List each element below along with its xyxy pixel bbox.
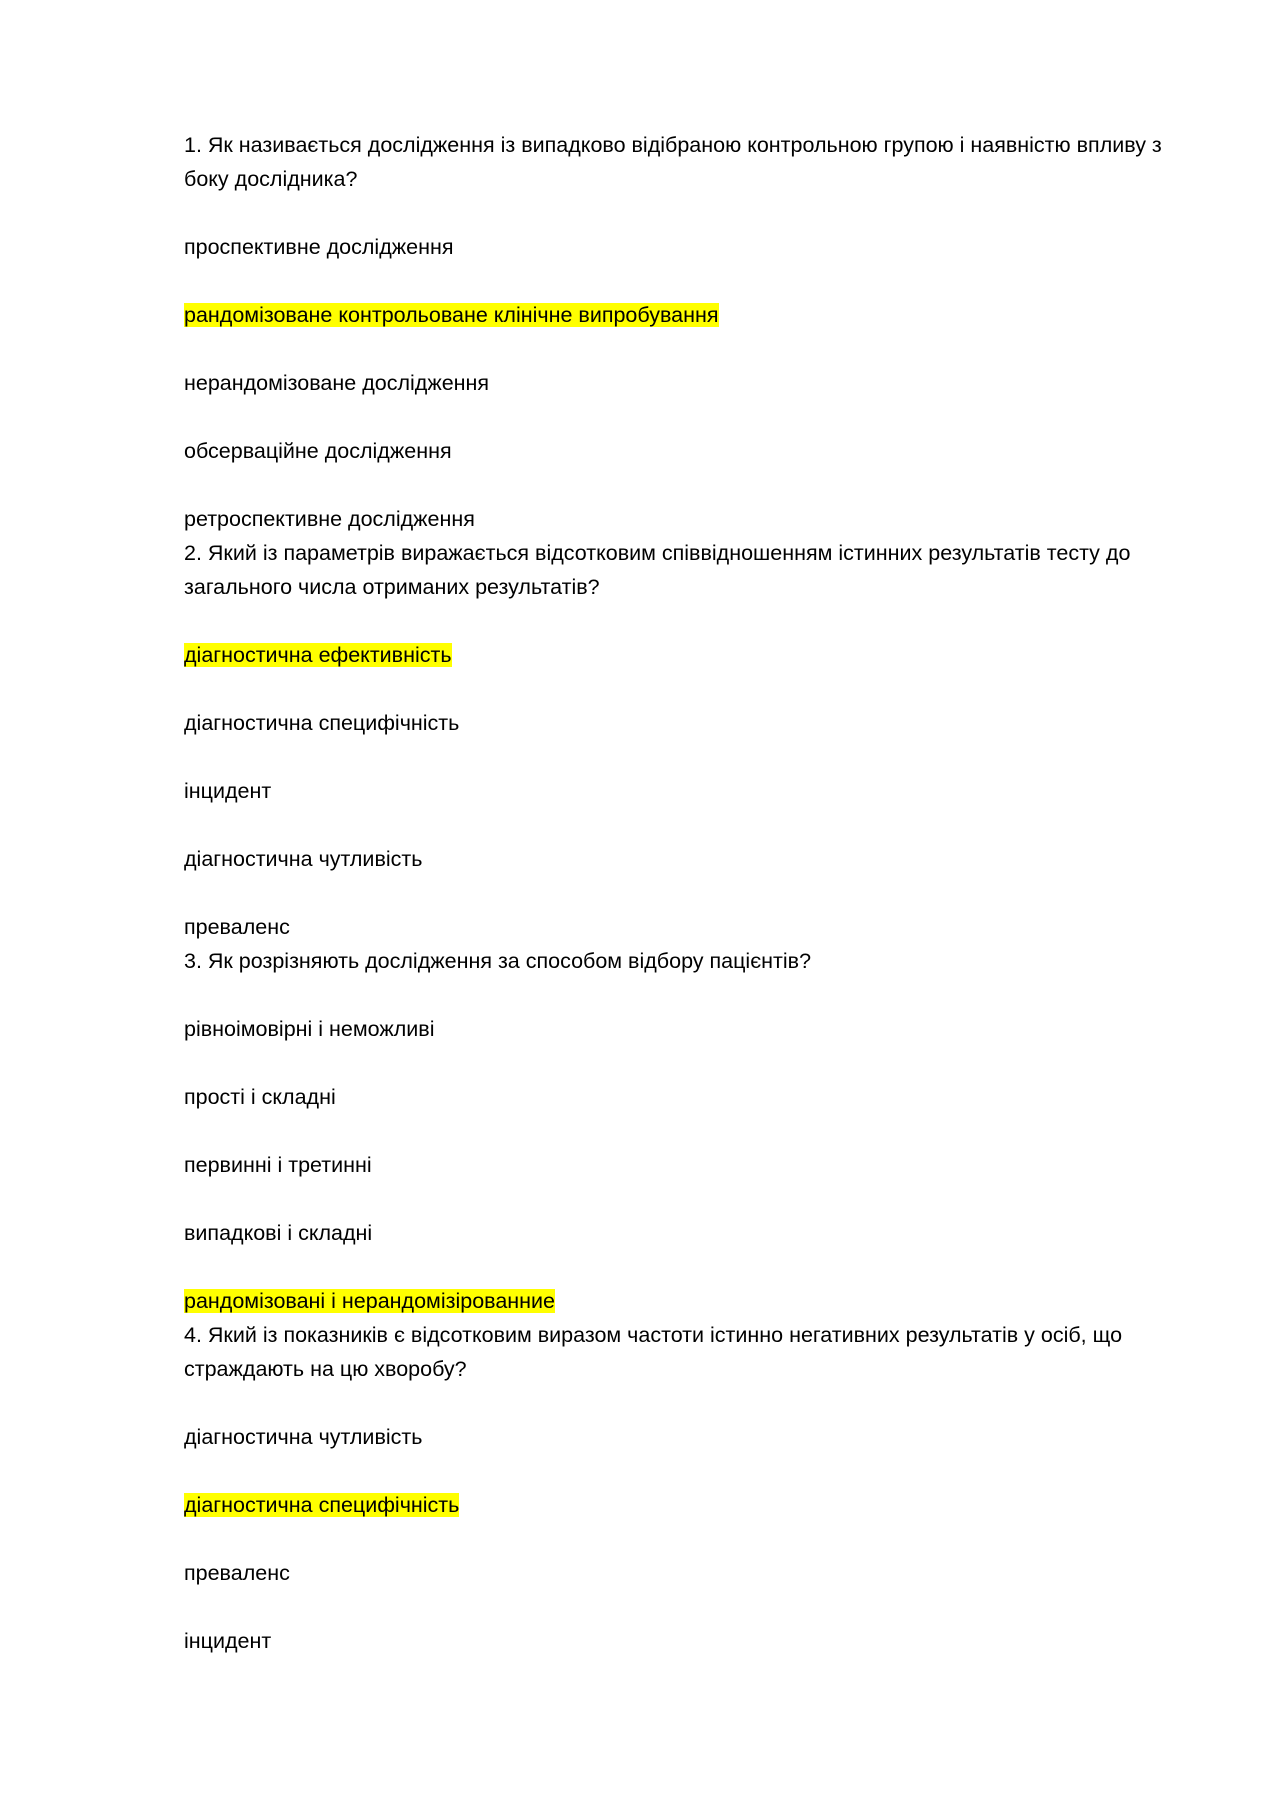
answer-text: первинні і третинні [184, 1153, 372, 1177]
question-text: 1. Як називається дослідження із випадково відібраною контрольною групою і наявністю впливу з боку дослідника? [184, 133, 1162, 191]
answer-option [184, 910, 1194, 944]
answer-text: ретроспективне дослідження [184, 507, 475, 531]
answer-option [184, 434, 1194, 468]
highlighted-answer-text: рандомізовані і нерандомізірованние [184, 1289, 556, 1313]
answer-text: випадкові і складні [184, 1221, 373, 1245]
answer-text: діагностична чутливість [184, 1425, 423, 1449]
question-text: 3. Як розрізняють дослідження за способом відбору пацієнтів? [184, 949, 812, 973]
answer-option [184, 1624, 1194, 1658]
answer-option-correct [184, 638, 1194, 672]
document-page [184, 128, 1194, 1658]
highlighted-answer-text: рандомізоване контрольоване клінічне випробування [184, 303, 719, 327]
answer-option [184, 706, 1194, 740]
answer-text: преваленс [184, 1561, 290, 1585]
question-block-1 [184, 128, 1194, 536]
answer-text: преваленс [184, 915, 290, 939]
answer-text: діагностична чутливість [184, 847, 423, 871]
question-text: 4. Який із показників є відсотковим виразом частоти істинно негативних результатів у осіб, що страждають на цю хворобу? [184, 1323, 1123, 1381]
answer-option [184, 230, 1194, 264]
answer-option [184, 1012, 1194, 1046]
question-block-3 [184, 944, 1194, 1318]
answer-text: обсерваційне дослідження [184, 439, 452, 463]
answer-text: проспективне дослідження [184, 235, 454, 259]
answer-option-correct [184, 298, 1194, 332]
question-text: 2. Який із параметрів виражається відсотковим співвідношенням істинних результатів тесту до загального числа отриманих результатів? [184, 541, 1131, 599]
answer-option-correct [184, 1488, 1194, 1522]
answer-option [184, 1080, 1194, 1114]
answer-option [184, 502, 1194, 536]
answer-option [184, 366, 1194, 400]
answer-option [184, 1148, 1194, 1182]
answer-text: інцидент [184, 779, 272, 803]
answer-option [184, 842, 1194, 876]
answer-text: діагностична специфічність [184, 711, 460, 735]
answer-option [184, 1216, 1194, 1250]
highlighted-answer-text: діагностична ефективність [184, 643, 452, 667]
answer-text: рівноімовірні і неможливі [184, 1017, 435, 1041]
question-block-2 [184, 536, 1194, 944]
answer-text: прості і складні [184, 1085, 336, 1109]
answer-option-correct [184, 1284, 1194, 1318]
answer-option [184, 1420, 1194, 1454]
answer-text: інцидент [184, 1629, 272, 1653]
answer-option [184, 774, 1194, 808]
highlighted-answer-text: діагностична специфічність [184, 1493, 460, 1517]
answer-option [184, 1556, 1194, 1590]
question-block-4 [184, 1318, 1194, 1658]
answer-text: нерандомізоване дослідження [184, 371, 490, 395]
